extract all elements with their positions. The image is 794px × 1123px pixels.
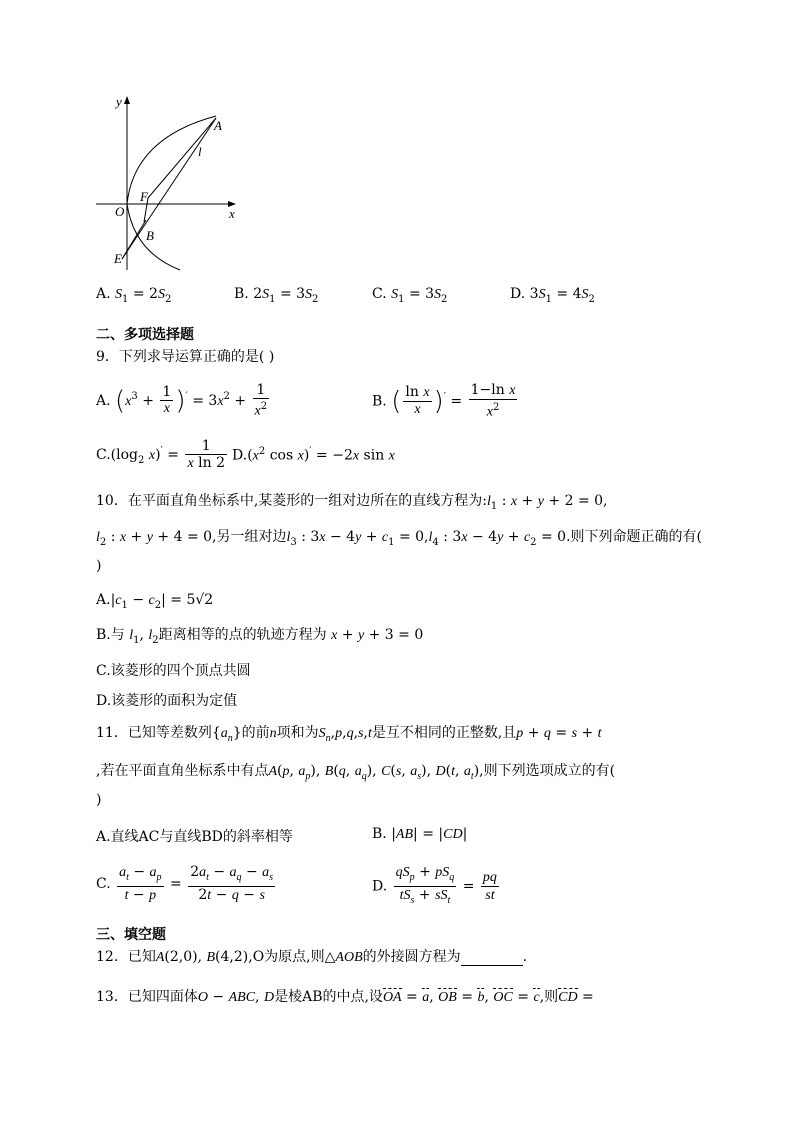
q8-option-a[interactable]: A. $S_1 = 2S_2$: [96, 286, 172, 305]
q11-line3: ): [96, 792, 102, 808]
q11-line2: ,若在平面直角坐标系中有点A(p, $a_p$), B(q, $a_q$), C(s, $a_s$), D(t, $a_t$),则下列选项成立的有(: [96, 763, 616, 782]
q12: 12．已知A(2,0), B(4,2),O为原点,则△AOB的外接圆方程为 .: [96, 949, 528, 965]
section-fill-heading: 三、填空题: [96, 927, 166, 943]
label-x: x: [229, 206, 235, 221]
line-EA: [122, 118, 216, 259]
q8-option-b[interactable]: B. $2S_1 = 3S_2$: [234, 286, 319, 305]
q9-option-c[interactable]: $C.(\log_2$ x)′ = $\frac{1}{\text{x ln 2}}$: [96, 438, 225, 471]
q12-answer-blank[interactable]: [461, 951, 523, 966]
q10-option-c[interactable]: C.该菱形的四个顶点共圆: [96, 663, 251, 679]
q9-option-b[interactable]: B. ( $\frac{\text{ln x}}{x}$ )′ = $\frac{\text{1−ln x}}{x^2}$: [372, 382, 516, 420]
section-multi-choice-heading: 二、多项选择题: [96, 327, 194, 343]
q10-line3: ): [96, 558, 102, 574]
q11-line1: 11．已知等差数列$\{a_n\}$的前n项和为$S_n,p,q,s,t$是互不相同的正整数,且p + q = s + t: [96, 725, 602, 744]
y-axis-arrow: [124, 96, 130, 104]
label-A: A: [214, 118, 222, 133]
q10-line2: $l_2$ : x + y + 4 = 0,另一组对边$l_3$ : $3x - 4y + c_1 = 0,l_4$ : $3x - 4y + c_2 = 0$.则下列命题正确的有(: [96, 529, 702, 548]
q9-option-a[interactable]: A. ($x^3$ + $\frac{1}{x}$ )$' = 3x^2$ + $\frac{1}{x^2}$: [96, 382, 268, 419]
q10-option-d[interactable]: D.该菱形的面积为定值: [96, 693, 238, 709]
parabola-figure: [94, 92, 254, 272]
line-l-FA: [148, 118, 216, 198]
label-y: y: [116, 94, 122, 109]
q10-option-b[interactable]: B.与 $l_1$, $l_2$距离相等的点的轨迹方程为 x + y + 3 = 0: [96, 627, 424, 646]
label-F: F: [140, 189, 148, 204]
q11-option-c[interactable]: C. $\frac{a_t - a_p}{t - p}$ = $\frac{2a_t - a_q - a_s}{2t - q - s}$: [96, 864, 274, 903]
label-E: E: [114, 251, 122, 266]
q11-option-b[interactable]: B. |AB| = |CD|: [372, 826, 468, 842]
label-l: l: [198, 144, 202, 159]
q9-stem: 9．下列求导运算正确的是( ): [96, 349, 275, 365]
q10-option-a[interactable]: $A.|c_1 - c_2| = 5√2$: [96, 592, 214, 611]
label-B: B: [146, 228, 154, 243]
q13: 13．已知四面体O − ABC, D是棱AB的中点,设OA = a, OB = b, OC = c,则CD =: [96, 989, 594, 1005]
q11-option-d[interactable]: D. $\frac{qS_p + pS_q}{tS_s + sS_t}$ = $\frac{pq}{st}$: [372, 864, 497, 906]
label-O: O: [115, 204, 125, 219]
q8-option-c[interactable]: C. $S_1 = 3S_2$: [372, 286, 448, 305]
q10-line1: 10．在平面直角坐标系中,某菱形的一组对边所在的直线方程为$:l_1$ : x + y + 2 = 0,: [96, 493, 608, 512]
q9-option-d[interactable]: $D.(x^2$ cos x)′ = −2x sin x: [232, 446, 395, 464]
line-EB: [122, 220, 146, 259]
q11-option-a[interactable]: A.直线AC与直线BD的斜率相等: [96, 829, 293, 845]
q8-option-d[interactable]: D. $3S_1 = 4S_2$: [510, 286, 595, 305]
